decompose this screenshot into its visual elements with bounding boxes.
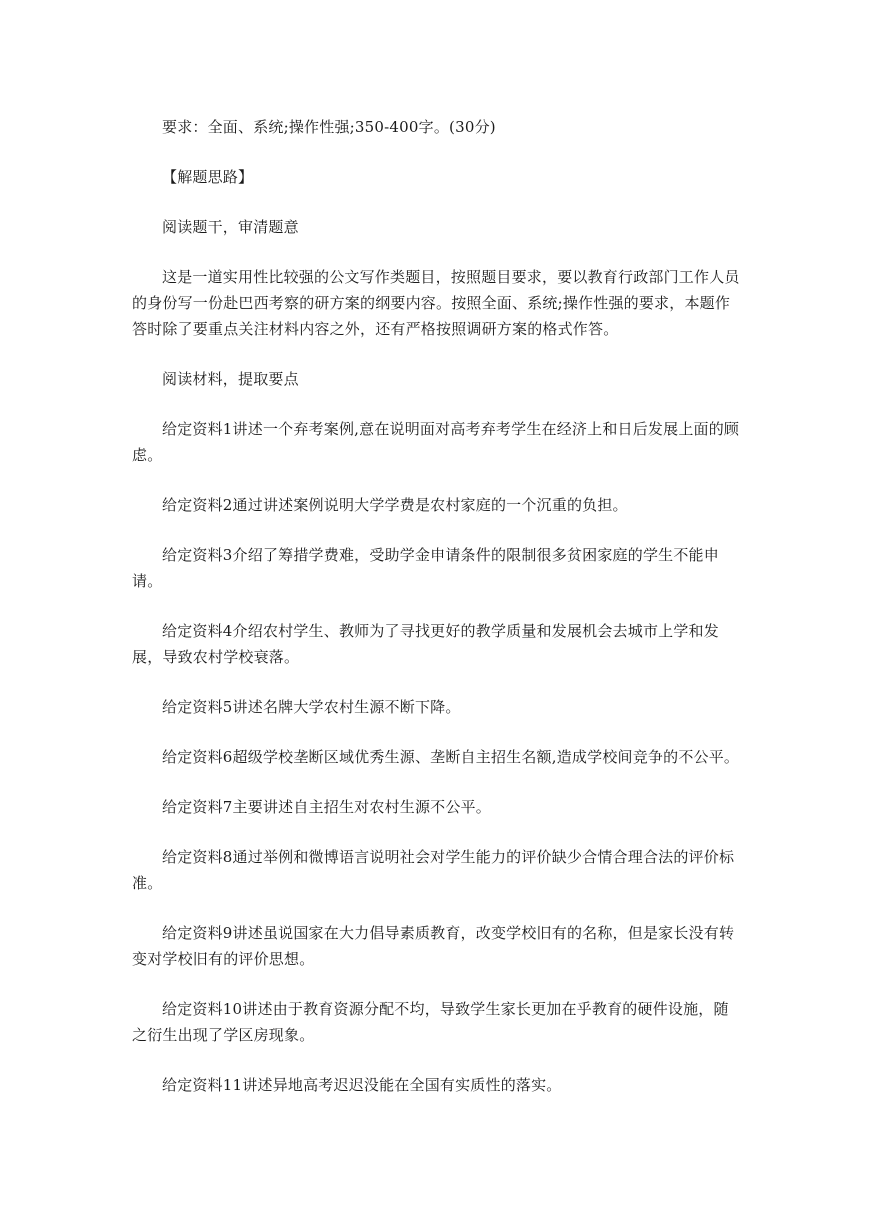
requirement-text: 要求：全面、系统;操作性强;350-400字。(30分) xyxy=(162,118,496,136)
material-point-5: 给定资料5讲述名牌大学农村生源不断下降。 xyxy=(162,698,461,716)
material-point-2: 给定资料2通过讲述案例说明大学学费是农村家庭的一个沉重的负担。 xyxy=(162,496,628,514)
material-point-1: 给定资料1讲述一个弃考案例,意在说明面对高考弃考学生在经济上和日后发展上面的顾虑。 xyxy=(132,420,740,464)
material-point-7: 给定资料7主要讲述自主招生对农村生源不公平。 xyxy=(162,798,491,816)
step-heading-read-material: 阅读材料，提取要点 xyxy=(162,370,299,388)
material-point-4: 给定资料4介绍农村学生、教师为了寻找更好的教学质量和发展机会去城市上学和发展，导致农村学校衰落。 xyxy=(132,622,719,666)
material-point-10: 给定资料10讲述由于教育资源分配不均，导致学生家长更加在乎教育的硬件设施，随之衍生出现了学区房现象。 xyxy=(132,1000,729,1044)
step-heading-read-question: 阅读题干，审清题意 xyxy=(162,218,299,236)
material-point-8: 给定资料8通过举例和微博语言说明社会对学生能力的评价缺少合情合理合法的评价标准。 xyxy=(132,848,735,892)
material-point-3: 给定资料3介绍了筹措学费难，受助学金申请条件的限制很多贫困家庭的学生不能申请。 xyxy=(132,546,719,590)
section-heading: 【解题思路】 xyxy=(162,168,254,186)
material-point-9: 给定资料9讲述虽说国家在大力倡导素质教育，改变学校旧有的名称，但是家长没有转变对学校旧有的评价思想。 xyxy=(132,924,735,968)
document-body xyxy=(132,114,740,1122)
analysis-paragraph: 这是一道实用性比较强的公文写作类题目，按照题目要求，要以教育行政部门工作人员的身份写一份赴巴西考察的研方案的纲要内容。按照全面、系统;操作性强的要求，本题作答时除了要重点关注材料内容之外，还有严格按照调研方案的格式作答。 xyxy=(132,268,740,338)
material-point-11: 给定资料11讲述异地高考迟迟没能在全国有实质性的落实。 xyxy=(162,1076,562,1094)
material-point-6: 给定资料6超级学校垄断区域优秀生源、垄断自主招生名额,造成学校间竞争的不公平。 xyxy=(162,748,740,766)
